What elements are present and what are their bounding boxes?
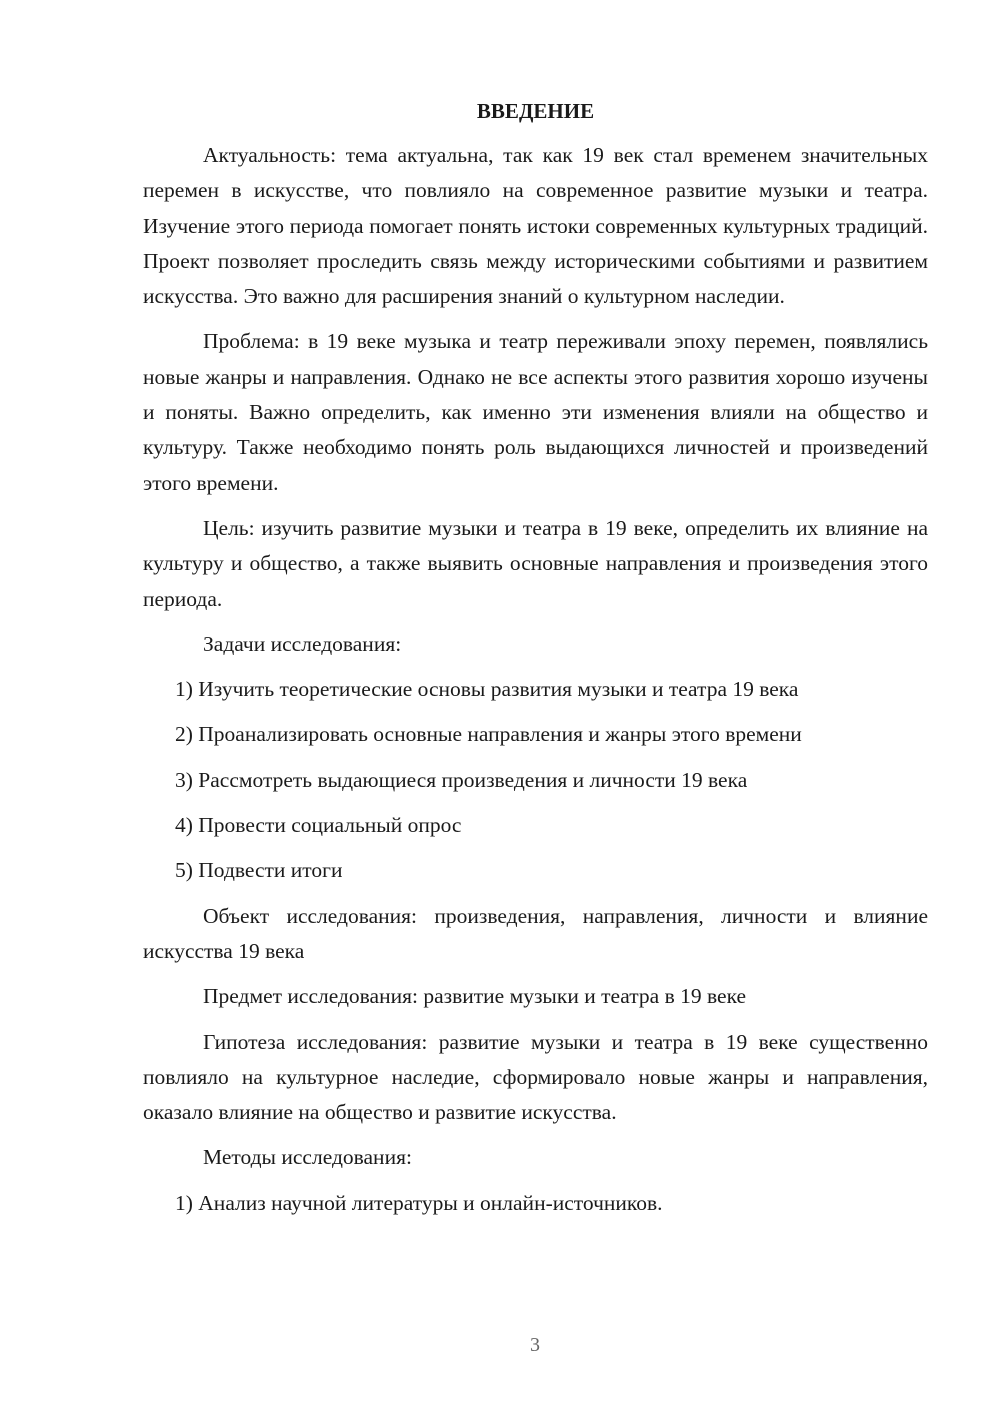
list-item: 4) Провести социальный опрос <box>175 813 462 838</box>
list-item: 5) Подвести итоги <box>175 858 343 883</box>
tasks-title: Задачи исследования: <box>203 631 402 656</box>
object-paragraph: Объект исследования: произведения, направления, личности и влияние искусства 19 века <box>143 903 928 963</box>
relevance-paragraph: Актуальность: тема актуальна, так как 19 век стал временем значительных перемен в искусстве, что повлияло на современное развитие музыки и театра. Изучение этого периода помогает понять истоки современных культурных традиций. Проект позволяет проследить связь между историческими событиями и развитием искусства. Это важно для расширения знаний о культурном наследии. <box>143 143 928 309</box>
list-item: 2) Проанализировать основные направления и жанры этого времени <box>175 722 802 747</box>
hypothesis-paragraph: Гипотеза исследования: развитие музыки и театра в 19 веке существенно повлияло на культурное наследие, сформировало новые жанры и направления, оказало влияние на общество и развитие искусства. <box>143 1029 928 1125</box>
goal-paragraph: Цель: изучить развитие музыки и театра в 19 веке, определить их влияние на культуру и общество, а также выявить основные направления и произведения этого периода. <box>143 515 928 611</box>
tasks-list <box>143 672 928 888</box>
list-item: 3) Рассмотреть выдающиеся произведения и личности 19 века <box>175 767 748 792</box>
page-number: 3 <box>530 1334 540 1356</box>
methods-title: Методы исследования: <box>203 1145 412 1170</box>
list-item: 1) Изучить теоретические основы развития музыки и театра 19 века <box>175 677 799 702</box>
methods-list <box>143 1186 928 1221</box>
subject-paragraph: Предмет исследования: развитие музыки и театра в 19 веке <box>203 984 747 1009</box>
problem-paragraph: Проблема: в 19 веке музыка и театр переживали эпоху перемен, появлялись новые жанры и направления. Однако не все аспекты этого развития хорошо изучены и поняты. Важно определить, как именно эти изменения влияли на общество и культуру. Также необходимо понять роль выдающихся личностей и произведений этого времени. <box>143 329 928 495</box>
document-page <box>143 96 928 1231</box>
document-heading: ВВЕДЕНИЕ <box>476 99 595 123</box>
list-item: 1) Анализ научной литературы и онлайн-источников. <box>175 1190 663 1215</box>
